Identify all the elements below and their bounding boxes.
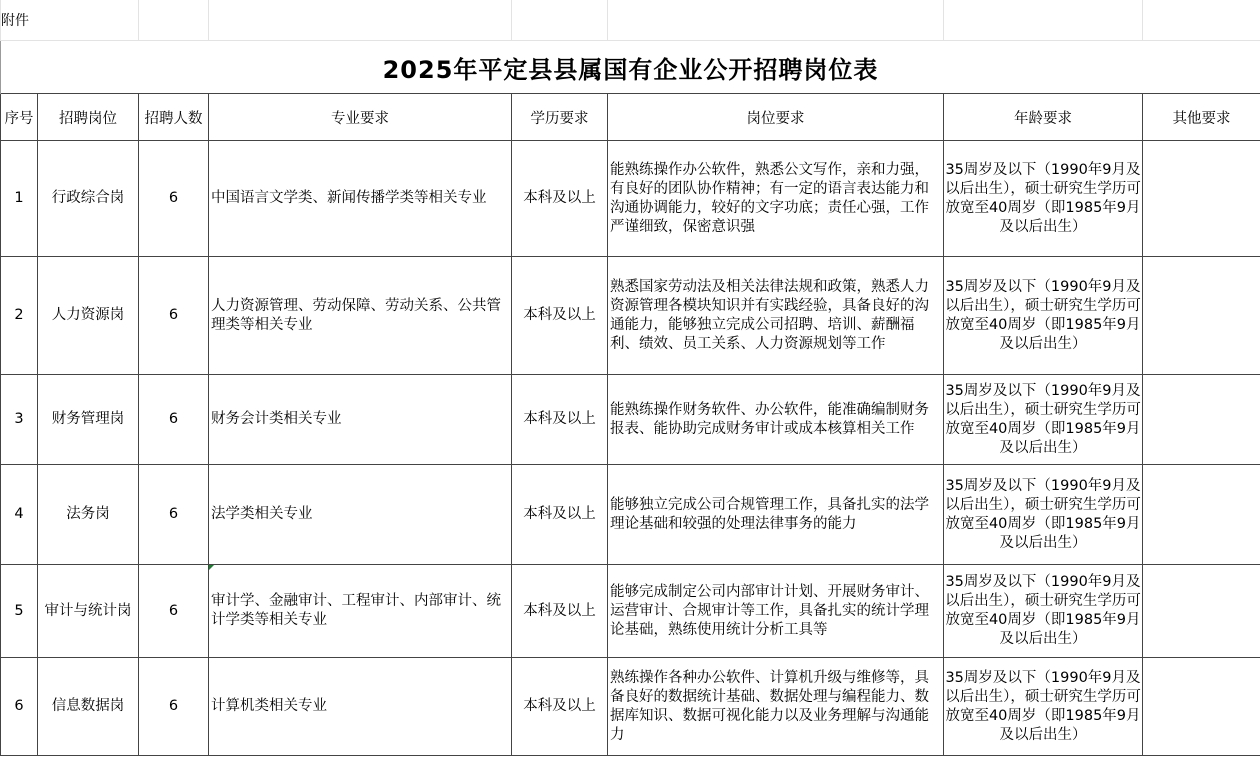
row-age[interactable]: 35周岁及以下（1990年9月及以后出生），硕士研究生学历可放宽至40周岁（即1985年9月及以后出生） [944,465,1143,565]
title-row [1,41,1260,94]
row-position[interactable]: 法务岗 [38,465,139,565]
page-title-cell[interactable] [1,41,1260,94]
row-position[interactable]: 人力资源岗 [38,257,139,375]
row-duties[interactable]: 能够独立完成公司合规管理工作，具备扎实的法学理论基础和较强的处理法律事务的能力 [608,465,944,565]
row-age[interactable]: 35周岁及以下（1990年9月及以后出生），硕士研究生学历可放宽至40周岁（即1985年9月及以后出生） [944,565,1143,658]
row-count[interactable]: 6 [139,465,209,565]
row-duties[interactable]: 能熟练操作办公软件，熟悉公文写作，亲和力强，有良好的团队协作精神；有一定的语言表达能力和沟通协调能力，较好的文字功底；责任心强，工作严谨细致，保密意识强 [608,141,944,257]
row-age[interactable]: 35周岁及以下（1990年9月及以后出生），硕士研究生学历可放宽至40周岁（即1985年9月及以后出生） [944,375,1143,465]
table-row [1,658,1260,756]
row-other[interactable] [1143,658,1260,756]
header-index[interactable]: 序号 [1,94,38,141]
row-position[interactable]: 审计与统计岗 [38,565,139,658]
row-other[interactable] [1143,375,1260,465]
header-count[interactable]: 招聘人数 [139,94,209,141]
row-index[interactable]: 4 [1,465,38,565]
row-major[interactable]: 财务会计类相关专业 [209,375,512,465]
empty-cell[interactable] [512,0,608,41]
row-index[interactable]: 1 [1,141,38,257]
row-index[interactable]: 3 [1,375,38,465]
row-other[interactable] [1143,565,1260,658]
header-other[interactable]: 其他要求 [1143,94,1260,141]
row-other[interactable] [1143,465,1260,565]
row-education[interactable]: 本科及以上 [512,141,608,257]
row-count[interactable]: 6 [139,141,209,257]
row-count[interactable]: 6 [139,375,209,465]
row-education[interactable]: 本科及以上 [512,257,608,375]
row-major[interactable]: 计算机类相关专业 [209,658,512,756]
table-row [1,257,1260,375]
row-index[interactable]: 2 [1,257,38,375]
row-age[interactable]: 35周岁及以下（1990年9月及以后出生），硕士研究生学历可放宽至40周岁（即1985年9月及以后出生） [944,141,1143,257]
row-index[interactable]: 5 [1,565,38,658]
empty-cell[interactable] [608,0,944,41]
row-position[interactable]: 财务管理岗 [38,375,139,465]
row-education[interactable]: 本科及以上 [512,465,608,565]
header-duties[interactable]: 岗位要求 [608,94,944,141]
row-position[interactable]: 信息数据岗 [38,658,139,756]
row-position[interactable]: 行政综合岗 [38,141,139,257]
row-index[interactable]: 6 [1,658,38,756]
row-education[interactable]: 本科及以上 [512,658,608,756]
cell-comment-marker-icon [209,565,214,570]
header-education[interactable]: 学历要求 [512,94,608,141]
row-major[interactable]: 法学类相关专业 [209,465,512,565]
row-major[interactable]: 人力资源管理、劳动保障、劳动关系、公共管理类等相关专业 [209,257,512,375]
row-education[interactable]: 本科及以上 [512,565,608,658]
table-row [1,375,1260,465]
empty-cell[interactable] [1143,0,1260,41]
row-count[interactable]: 6 [139,658,209,756]
empty-cell[interactable] [944,0,1143,41]
header-position[interactable]: 招聘岗位 [38,94,139,141]
page-title: 2025年平定县县属国有企业公开招聘岗位表 [382,55,879,84]
table-row [1,465,1260,565]
header-age[interactable]: 年龄要求 [944,94,1143,141]
header-row [1,94,1260,141]
header-major[interactable]: 专业要求 [209,94,512,141]
row-other[interactable] [1143,257,1260,375]
row-count[interactable]: 6 [139,565,209,658]
row-duties[interactable]: 能够完成制定公司内部审计计划、开展财务审计、运营审计、合规审计等工作，具备扎实的统计学理论基础，熟练使用统计分析工具等 [608,565,944,658]
attachment-label[interactable]: 附件 [1,0,139,41]
attachment-row [1,0,1260,41]
row-duties[interactable]: 熟练操作各种办公软件、计算机升级与维修等，具备良好的数据统计基础、数据处理与编程能力、数据库知识、数据可视化能力以及业务理解与沟通能力 [608,658,944,756]
row-major-text: 审计学、金融审计、工程审计、内部审计、统计学类等相关专业 [211,593,501,628]
row-age[interactable]: 35周岁及以下（1990年9月及以后出生），硕士研究生学历可放宽至40周岁（即1985年9月及以后出生） [944,257,1143,375]
table-row [1,141,1260,257]
row-duties[interactable]: 能熟练操作财务软件、办公软件，能准确编制财务报表、能协助完成财务审计或成本核算相关工作 [608,375,944,465]
empty-cell[interactable] [139,0,209,41]
empty-cell[interactable] [209,0,512,41]
table-row [1,565,1260,658]
row-count[interactable]: 6 [139,257,209,375]
row-major[interactable] [209,565,512,658]
row-age[interactable]: 35周岁及以下（1990年9月及以后出生），硕士研究生学历可放宽至40周岁（即1985年9月及以后出生） [944,658,1143,756]
row-duties[interactable]: 熟悉国家劳动法及相关法律法规和政策，熟悉人力资源管理各模块知识并有实践经验，具备良好的沟通能力，能够独立完成公司招聘、培训、薪酬福利、绩效、员工关系、人力资源规划等工作 [608,257,944,375]
row-major[interactable]: 中国语言文学类、新闻传播学类等相关专业 [209,141,512,257]
row-education[interactable]: 本科及以上 [512,375,608,465]
row-other[interactable] [1143,141,1260,257]
